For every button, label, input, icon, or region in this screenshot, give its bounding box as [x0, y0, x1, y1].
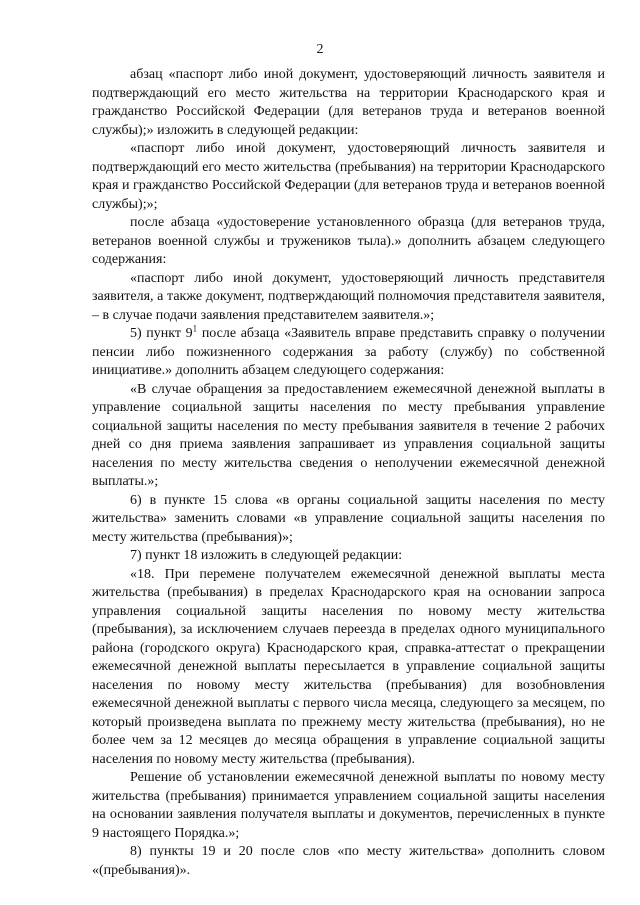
page-number: 2	[316, 42, 324, 57]
paragraph-7: 6) в пункте 15 слова «в органы социальной защиты населения по месту жительства» заменить словами «в управление социальной защиты населения по месту жительства (пребывания)»;	[92, 492, 605, 545]
paragraph-10: Решение об установлении ежемесячной денежной выплаты по новому месту жительства (пребывания) принимается управлением социальной защиты населения на основании заявления получателя выплаты и документов, перечисленных в пункте 9 настоящего Порядка.»;	[92, 770, 605, 841]
paragraph-1: абзац «паспорт либо иной документ, удостоверяющий личность заявителя и подтверждающий его место жительства на территории Краснодарского края и гражданство Российской Федерации (для ветеранов труда и ветеранов военной службы);» изложить в следующей редакции:	[92, 67, 605, 138]
paragraph-5-start: 5) пункт 9	[130, 326, 193, 341]
paragraph-2: «паспорт либо иной документ, удостоверяющий личность заявителя и подтверждающий его место жительства (пребывания) на территории Краснодарского края и гражданство Российской Федерации (для ветеранов труда и ветеранов военной службы);»;	[92, 141, 605, 212]
document-body	[92, 66, 605, 880]
paragraph-5-superscript: 1	[192, 323, 198, 334]
paragraph-6: «В случае обращения за предоставлением ежемесячной денежной выплаты в управление социальной защиты населения по месту пребывания управление социальной защиты населения по месту пребывания заявителя в течение 2 рабочих дней со дня приема заявления запрашивает из управления социальной защиты населения по месту жительства сведения о неполучении ежемесячной денежной выплаты.»;	[92, 381, 605, 489]
paragraph-5-end: после абзаца «Заявитель вправе представить справку о получении пенсии либо пожизненного содержания за работу (службу) по собственной инициативе.» дополнить абзацем следующего содержания:	[92, 326, 605, 378]
paragraph-4: «паспорт либо иной документ, удостоверяющий личность представителя заявителя, а также документ, подтверждающий полномочия представителя заявителя, – в случае подачи заявления представителем заявителя.»;	[92, 270, 605, 323]
paragraph-9: «18. При перемене получателем ежемесячной денежной выплаты места жительства (пребывания) в пределах Краснодарского края на основании запроса управления социальной защиты населения по новому месту жительства (пребывания), за исключением случаев переезда в пределах одного муниципального района (городского округа) Краснодарского края, справка-аттестат о прекращении ежемесячной денежной выплаты пересылается в управление социальной защиты населения по новому месту жительства (пребывания) для возобновления ежемесячной денежной выплаты с первого числа месяца, следующего за месяцем, по который произведена выплата по прежнему месту жительства (пребывания), но не более чем за 12 месяцев до месяца обращения в управление социальной защиты населения по новому месту жительства (пребывания).	[92, 566, 605, 767]
paragraph-8: 7) пункт 18 изложить в следующей редакции:	[130, 548, 403, 563]
paragraph-3: после абзаца «удостоверение установленного образца (для ветеранов труда, ветеранов военной службы и тружеников тыла).» дополнить абзацем следующего содержания:	[92, 215, 605, 267]
paragraph-5	[92, 325, 605, 381]
paragraph-11: 8) пункты 19 и 20 после слов «по месту жительства» дополнить словом «(пребывания)».	[92, 844, 605, 878]
